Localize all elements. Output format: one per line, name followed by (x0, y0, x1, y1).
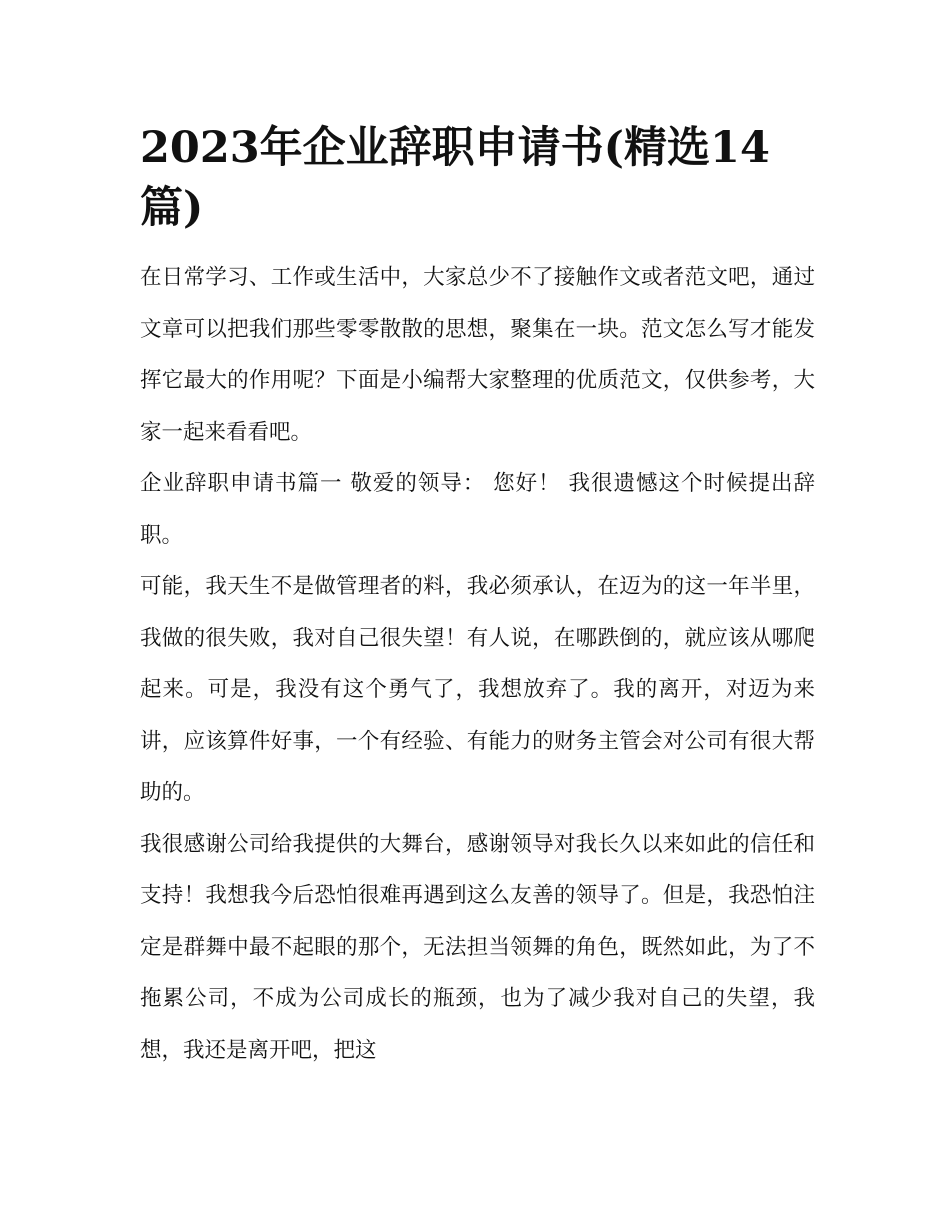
body-paragraph: 我很感谢公司给我提供的大舞台，感谢领导对我长久以来如此的信任和支持！我想我今后恐怕很难再遇到这么友善的领导了。但是，我恐怕注定是群舞中最不起眼的那个，无法担当领舞的角色，既然如此，为了不拖累公司，不成为公司成长的瓶颈，也为了减少我对自己的失望，我想，我还是离开吧，把这 (140, 831, 815, 1063)
letter-opening-paragraph: 企业辞职申请书篇一 敬爱的领导： 您好！ 我很遗憾这个时候提出辞职。 (140, 471, 815, 548)
body-paragraph: 可能，我天生不是做管理者的料，我必须承认，在迈为的这一年半里，我做的很失败，我对自己很失望！有人说，在哪跌倒的，就应该从哪爬起来。可是，我没有这个勇气了，我想放弃了。我的离开，对迈为来讲，应该算件好事，一个有经验、有能力的财务主管会对公司有很大帮助的。 (140, 574, 815, 805)
intro-paragraph: 在日常学习、工作或生活中，大家总少不了接触作文或者范文吧，通过文章可以把我们那些零零散散的思想，聚集在一块。范文怎么写才能发挥它最大的作用呢？下面是小编帮大家整理的优质范文，仅供参考，大家一起来看看吧。 (140, 265, 815, 445)
document-body (140, 118, 815, 1076)
document-title: 2023年企业辞职申请书(精选14篇) (140, 123, 770, 233)
